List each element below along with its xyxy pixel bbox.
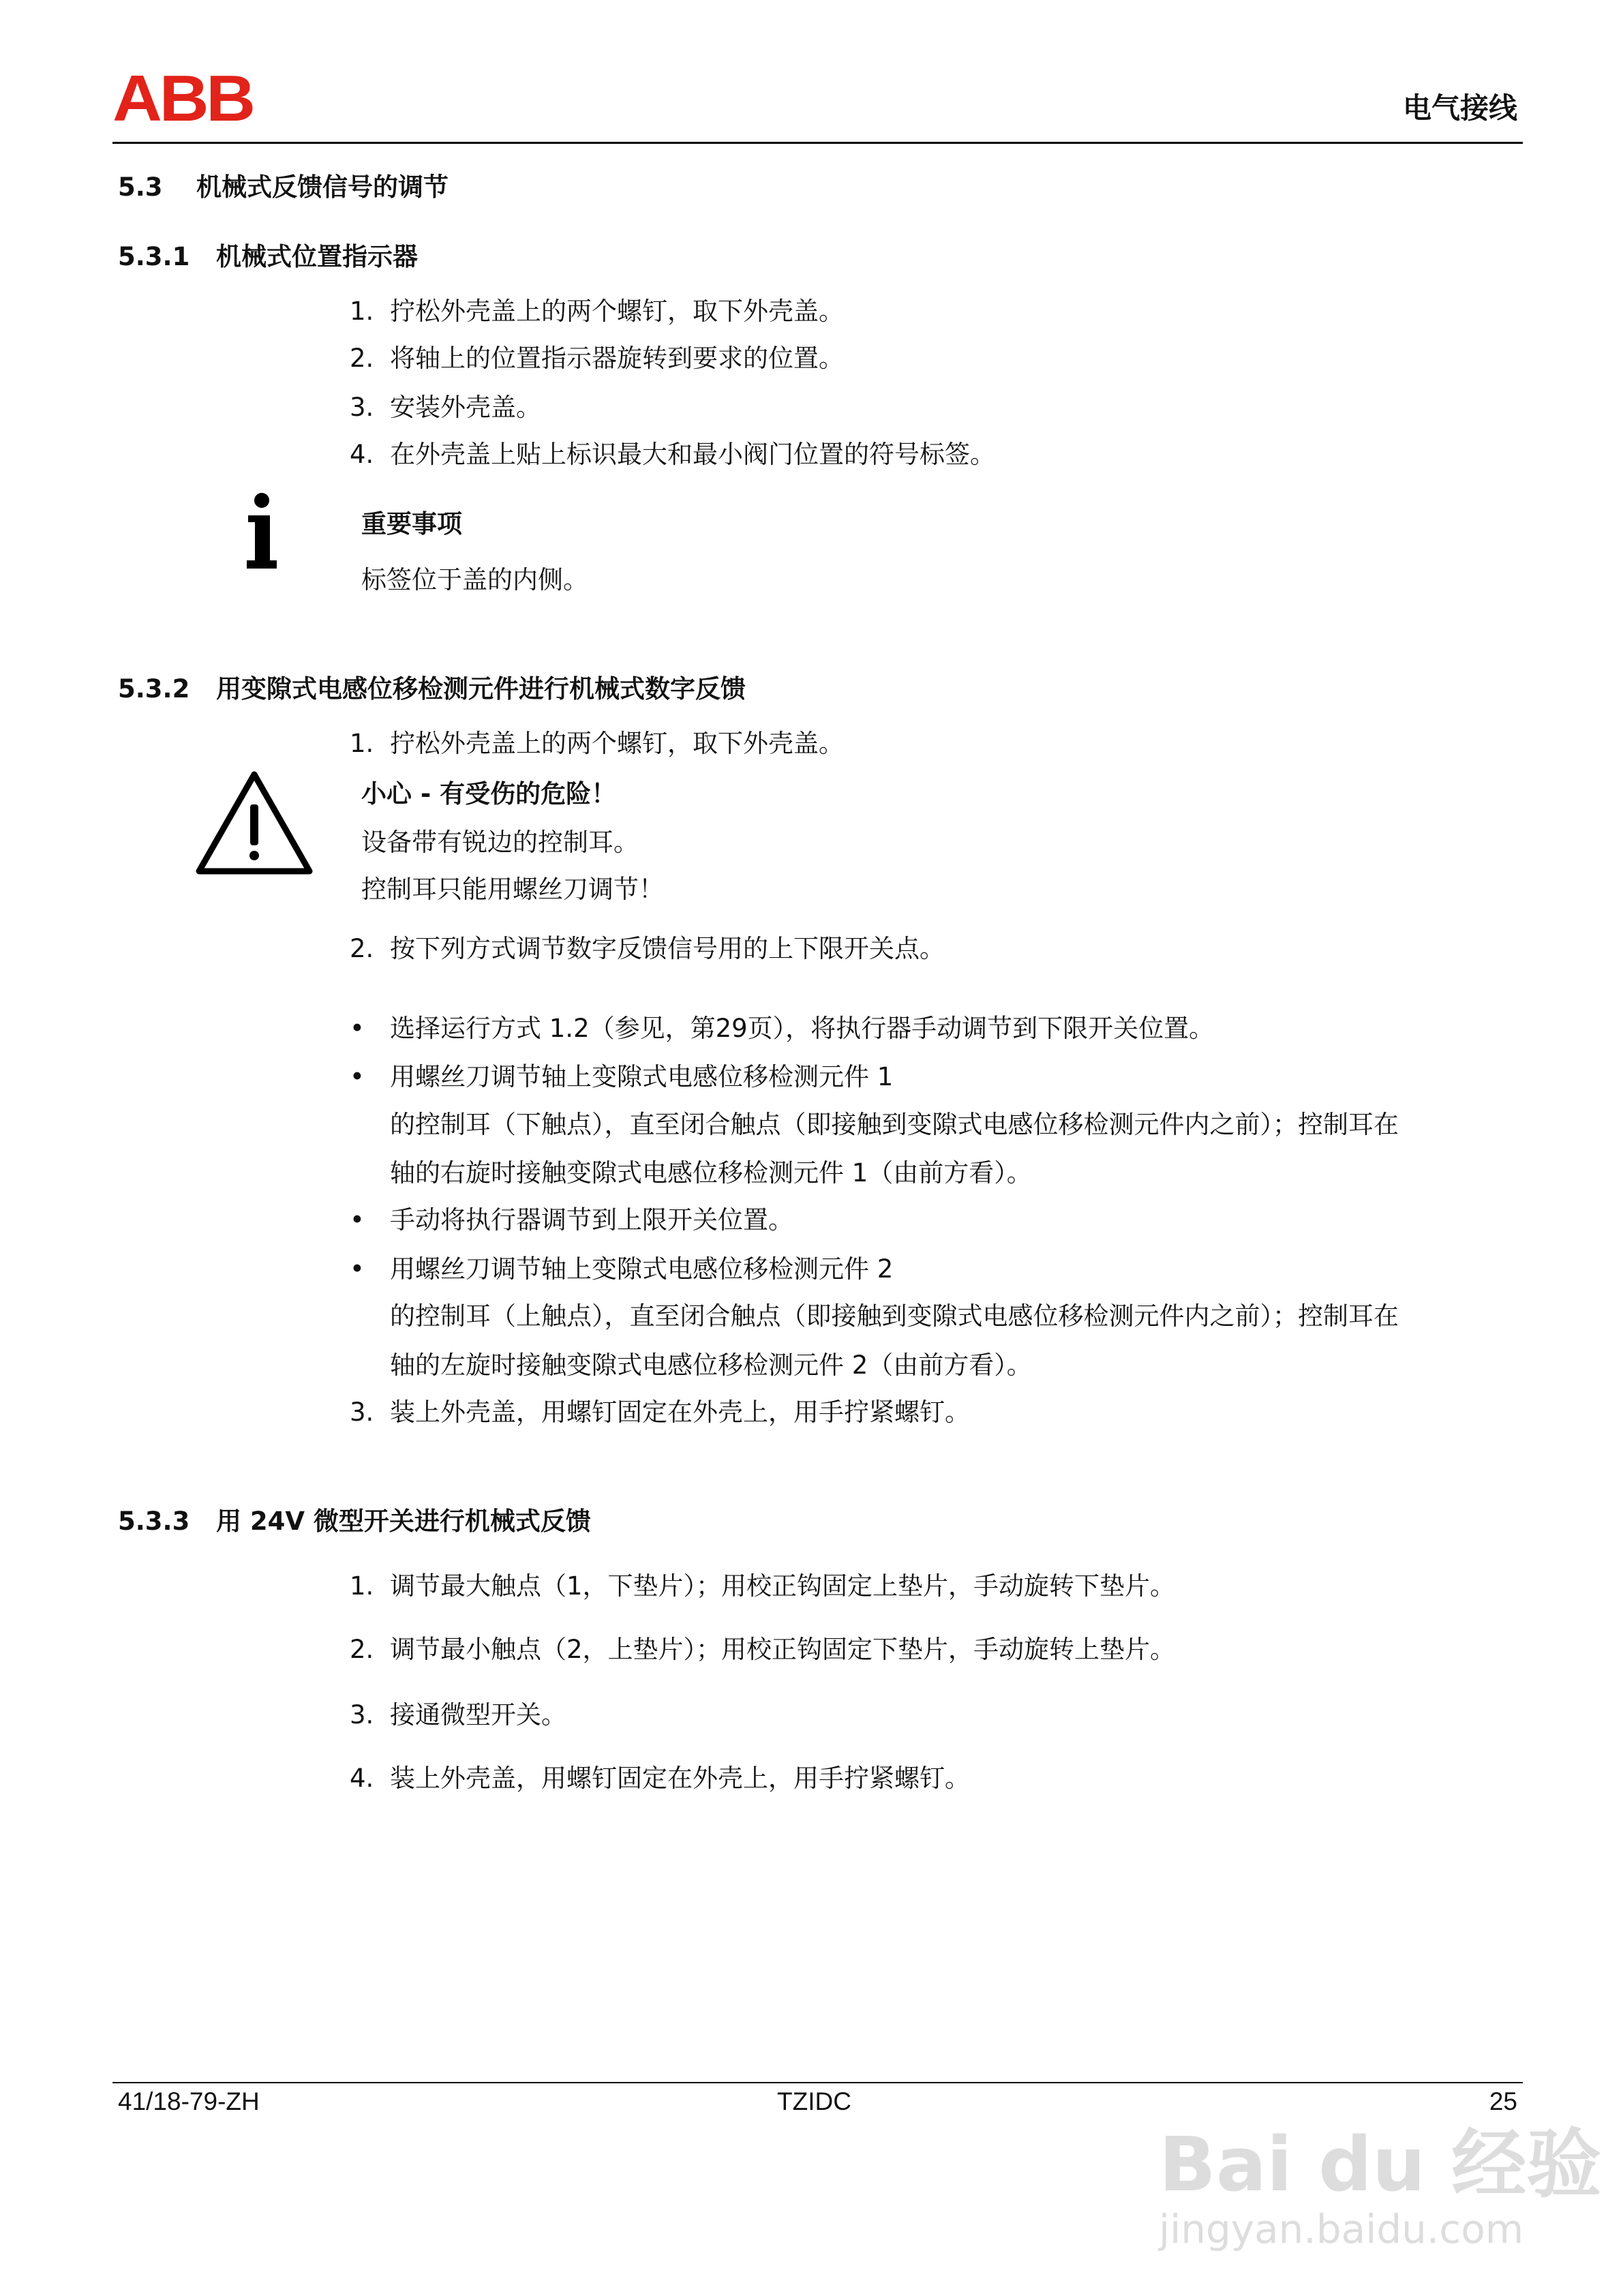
- bullet-text: 轴的左旋时接触变隙式电感位移检测元件 2（由前方看）。: [390, 1350, 1032, 1380]
- note-title: 重要事项: [361, 509, 462, 539]
- abb-logo: ABB: [112, 62, 253, 135]
- bullet-icon: •: [350, 1014, 365, 1043]
- step-text: 安装外壳盖。: [390, 393, 541, 422]
- step-text: 将轴上的位置指示器旋转到要求的位置。: [390, 344, 844, 373]
- footer-product: TZIDC: [777, 2087, 851, 2115]
- header-rule: [112, 142, 1523, 144]
- section-5-3-3-number: 5.3.3: [118, 1507, 190, 1536]
- info-icon: [245, 492, 278, 571]
- step-number: 2.: [350, 344, 374, 373]
- bullet-icon: •: [350, 1205, 365, 1235]
- bullet-text: 的控制耳（上触点），直至闭合触点（即接触到变隙式电感位移检测元件内之前）；控制耳在: [390, 1301, 1399, 1331]
- warning-icon: [195, 769, 314, 877]
- step-text: 调节最小触点（2，上垫片）；用校正钩固定下垫片，手动旋转上垫片。: [390, 1635, 1176, 1664]
- bullet-icon: •: [350, 1254, 365, 1284]
- step-number: 1.: [350, 1571, 374, 1601]
- step-text: 接通微型开关。: [390, 1700, 566, 1729]
- step-text: 拧松外壳盖上的两个螺钉，取下外壳盖。: [390, 297, 844, 326]
- step-number: 4.: [350, 1764, 374, 1793]
- section-5-3-1-number: 5.3.1: [118, 242, 190, 271]
- warning-text: 设备带有锐边的控制耳。: [361, 828, 639, 857]
- bullet-text: 用螺丝刀调节轴上变隙式电感位移检测元件 2: [390, 1254, 894, 1284]
- bullet-text: 的控制耳（下触点），直至闭合触点（即接触到变隙式电感位移检测元件内之前）；控制耳在: [390, 1110, 1399, 1139]
- bullet-text: 选择运行方式 1.2（参见，第29页），将执行器手动调节到下限开关位置。: [390, 1014, 1215, 1043]
- step-number: 2.: [350, 934, 374, 963]
- section-5-3-1-title: 机械式位置指示器: [216, 242, 418, 271]
- header-title: 电气接线: [1402, 91, 1517, 125]
- warning-title: 小心 - 有受伤的危险！: [361, 779, 617, 809]
- section-5-3-number: 5.3: [118, 172, 163, 202]
- note-text: 标签位于盖的内侧。: [361, 565, 588, 594]
- step-text: 装上外壳盖，用螺钉固定在外壳上，用手拧紧螺钉。: [390, 1764, 970, 1793]
- footer-doc-id: 41/18-79-ZH: [118, 2087, 260, 2115]
- step-number: 3.: [350, 393, 374, 422]
- section-5-3-3-title: 用 24V 微型开关进行机械式反馈: [216, 1507, 591, 1536]
- section-5-3-2-number: 5.3.2: [118, 674, 190, 704]
- warning-text: 控制耳只能用螺丝刀调节！: [361, 875, 664, 904]
- bullet-icon: •: [350, 1062, 365, 1091]
- step-text: 调节最大触点（1，下垫片）；用校正钩固定上垫片，手动旋转下垫片。: [390, 1571, 1176, 1601]
- bullet-text: 手动将执行器调节到上限开关位置。: [390, 1205, 793, 1235]
- section-5-3-title: 机械式反馈信号的调节: [196, 172, 449, 202]
- section-5-3-2-title: 用变隙式电感位移检测元件进行机械式数字反馈: [216, 674, 746, 704]
- watermark-brand: Bai du 经验: [1159, 2121, 1602, 2208]
- step-number: 1.: [350, 729, 374, 758]
- step-text: 在外壳盖上贴上标识最大和最小阀门位置的符号标签。: [390, 440, 995, 469]
- step-number: 3.: [350, 1700, 374, 1729]
- watermark-url: jingyan.baidu.com: [1159, 2206, 1524, 2252]
- step-text: 拧松外壳盖上的两个螺钉，取下外壳盖。: [390, 729, 844, 758]
- bullet-text: 轴的右旋时接触变隙式电感位移检测元件 1（由前方看）。: [390, 1158, 1032, 1188]
- step-number: 4.: [350, 440, 374, 469]
- step-number: 1.: [350, 297, 374, 326]
- footer-page-number: 25: [1489, 2087, 1517, 2115]
- footer-rule: [112, 2082, 1523, 2083]
- step-number: 3.: [350, 1398, 374, 1427]
- step-text: 装上外壳盖，用螺钉固定在外壳上，用手拧紧螺钉。: [390, 1398, 970, 1427]
- bullet-text: 用螺丝刀调节轴上变隙式电感位移检测元件 1: [390, 1062, 894, 1091]
- step-text: 按下列方式调节数字反馈信号用的上下限开关点。: [390, 934, 945, 963]
- step-number: 2.: [350, 1635, 374, 1664]
